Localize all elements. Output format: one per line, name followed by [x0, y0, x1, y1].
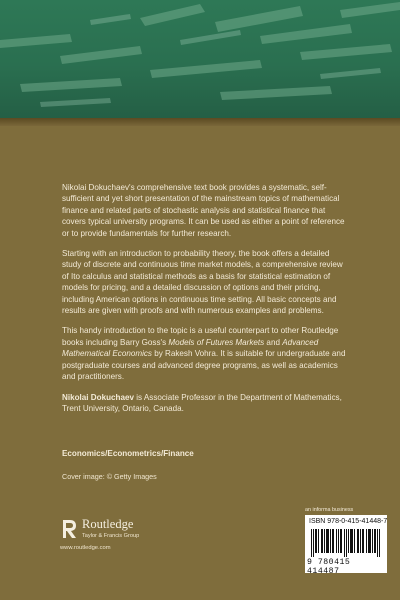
publisher-block	[60, 516, 190, 562]
chalkboard-image	[0, 0, 400, 118]
description-paragraph-3	[62, 325, 346, 382]
publisher-group: Taylor & Francis Group	[82, 533, 140, 539]
chalkboard-frame	[0, 118, 400, 126]
routledge-logo-icon	[60, 518, 78, 540]
p3-text-3: by Rakesh Vohra. It is suitable for undergraduate and postgraduate courses and advanced degree programs, as well as academics and practitioners.	[62, 349, 346, 382]
publisher-url: www.routledge.com	[60, 545, 111, 551]
cover-image-credit: Cover image: © Getty Images	[62, 472, 157, 481]
p3-text-1: This handy introduction to the topic is a useful counterpart to other Routledge books including Barry Goss's	[62, 326, 339, 347]
chalkboard-strokes	[0, 0, 400, 118]
isbn-label: ISBN 978-0-415-41448-7	[309, 518, 388, 525]
description-paragraph-2: Starting with an introduction to probability theory, the book offers a detailed study of discrete and continuous time market models, a comprehensive review of Ito calculus and statistical methods as a basis for statistical estimation of models for pricing, and a detailed discussion of options and their pricing, including American options in continuous time setting. All basic concepts and results are given with proofs and with numerous examples and problems.	[62, 249, 343, 316]
informa-tagline: an informa business	[305, 507, 354, 513]
publisher-name: Routledge	[82, 517, 134, 531]
description-text	[62, 182, 346, 423]
book-title-futures: Models of Futures Markets	[168, 337, 265, 347]
author-bio	[62, 392, 346, 415]
author-bio-text: is Associate Professor in the Department of Mathematics, Trent University, Ontario, Canada.	[62, 392, 342, 413]
p3-text-2: and	[264, 337, 283, 347]
barcode-number: 9 780415 414487	[307, 558, 351, 576]
book-title-math-economics: Advanced Mathematical Economics	[62, 337, 319, 359]
isbn-barcode	[305, 515, 388, 576]
barcode-icon	[309, 529, 383, 557]
author-name: Nikolai Dokuchaev	[62, 392, 134, 402]
description-paragraph-1: Nikolai Dokuchaev's comprehensive text book provides a systematic, self-sufficient and yet short presentation of the mainstream topics of mathematical finance and related parts of stochastic analysis and statistical finance that covers typical university programs. It can be used as either a point of reference or to provide fundamentals for further research.	[62, 183, 345, 238]
subject-category: Economics/Econometrics/Finance	[62, 449, 194, 458]
